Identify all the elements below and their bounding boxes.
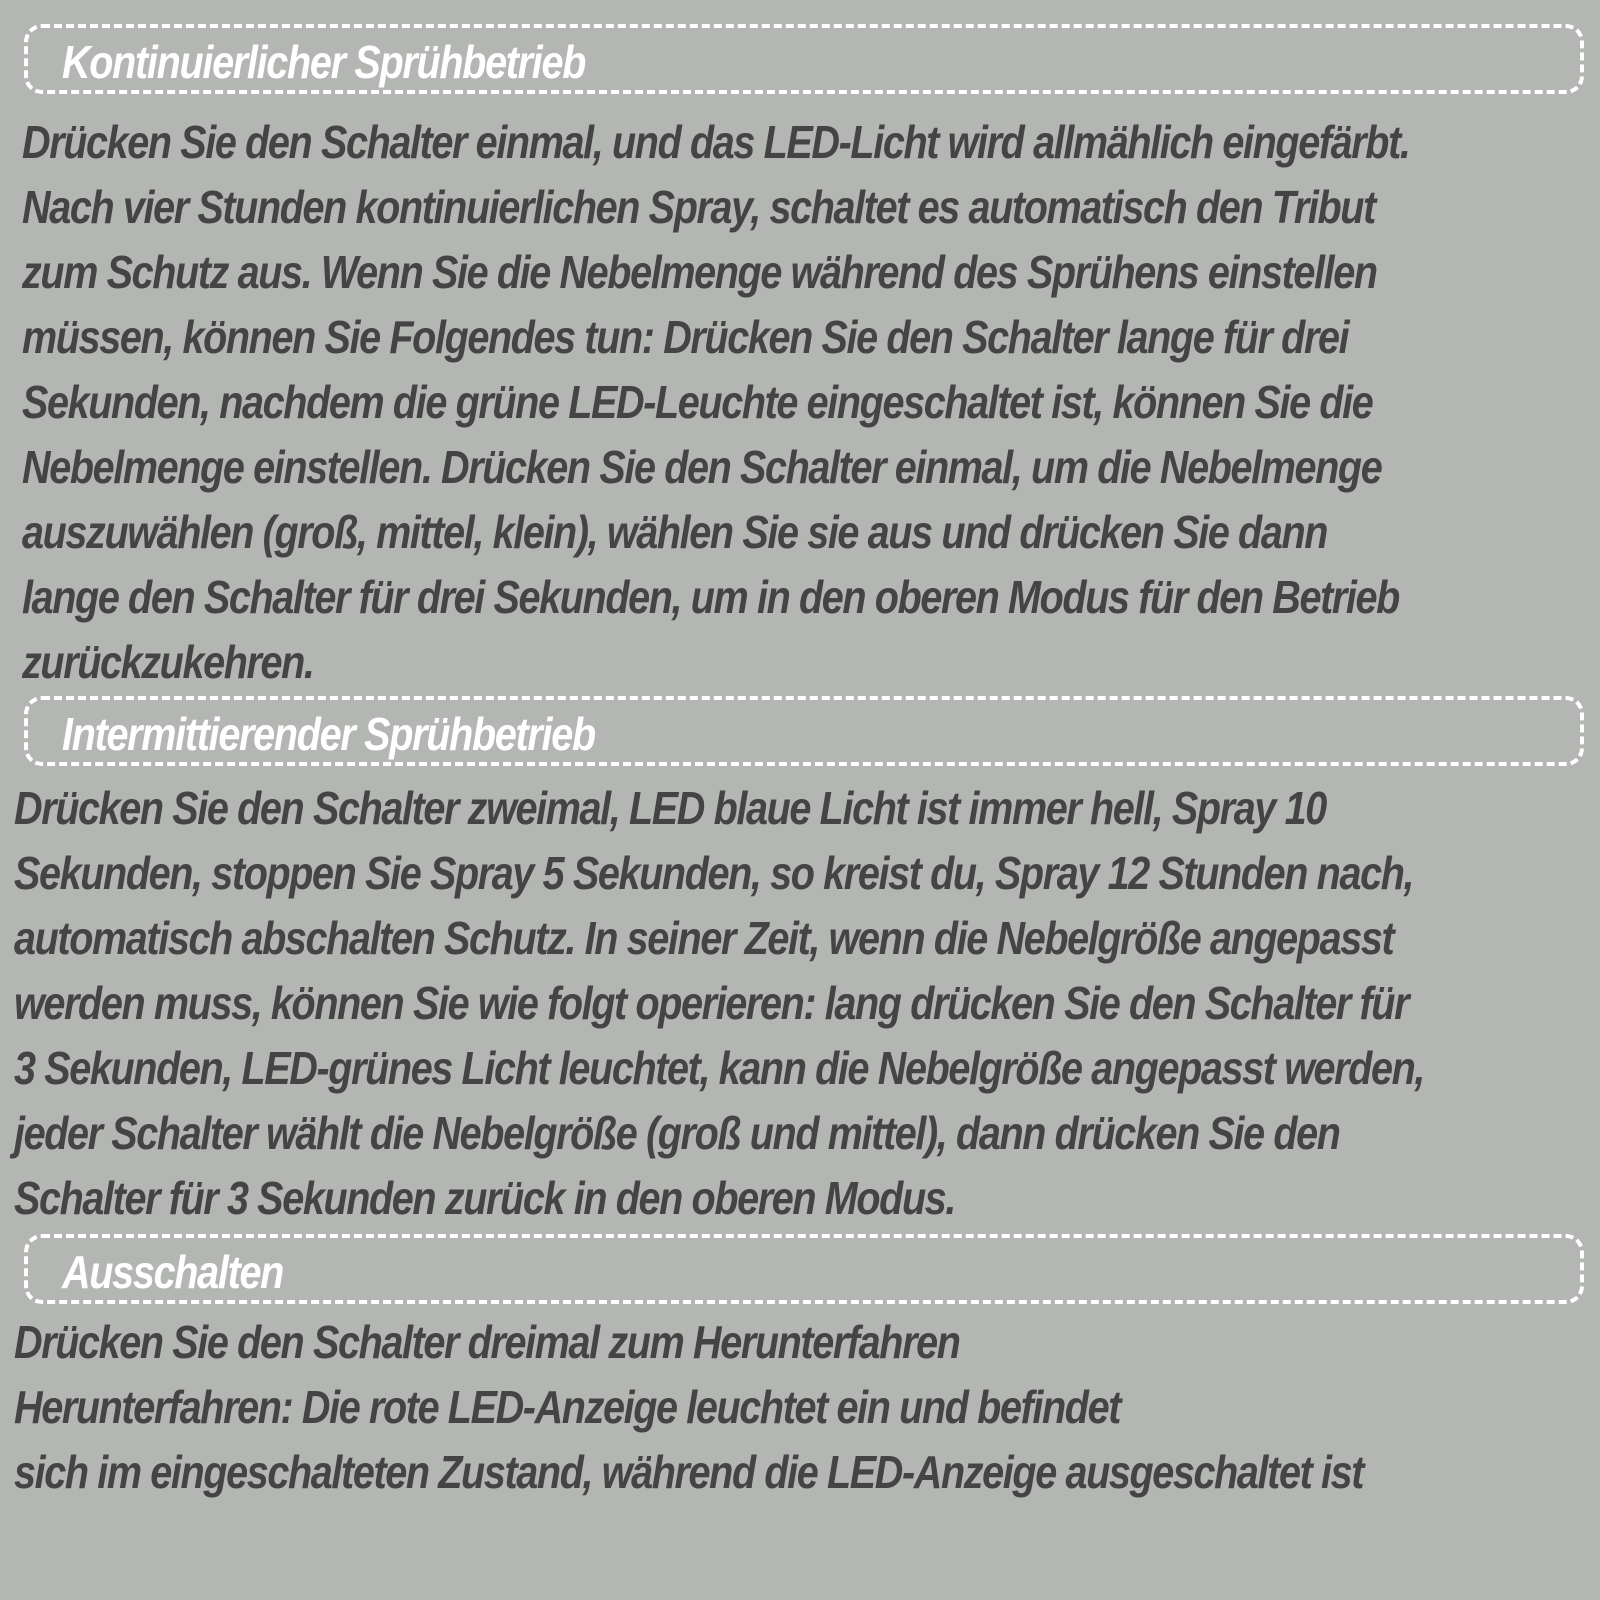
body-line: Drücken Sie den Schalter dreimal zum Herunterfahren (14, 1316, 960, 1368)
body-line: 3 Sekunden, LED-grünes Licht leuchtet, kann die Nebelgröße angepasst werden, (14, 1042, 1425, 1094)
body-line: Drücken Sie den Schalter einmal, und das LED-Licht wird allmählich eingefärbt. (22, 116, 1410, 168)
section-body-intermittent (14, 776, 1600, 1231)
body-line: Sekunden, stoppen Sie Spray 5 Sekunden, so kreist du, Spray 12 Stunden nach, (14, 847, 1414, 899)
body-line: Schalter für 3 Sekunden zurück in den oberen Modus. (14, 1172, 955, 1224)
body-line: Herunterfahren: Die rote LED-Anzeige leuchtet ein und befindet (14, 1381, 1121, 1433)
body-line: auszuwählen (groß, mittel, klein), wählen Sie sie aus und drücken Sie dann (22, 506, 1328, 558)
section-body-shutdown (14, 1310, 1583, 1505)
body-line: jeder Schalter wählt die Nebelgröße (groß und mittel), dann drücken Sie den (14, 1107, 1340, 1159)
body-line: sich im eingeschalteten Zustand, während die LED-Anzeige ausgeschaltet ist (14, 1446, 1364, 1498)
body-line: zurückzukehren. (22, 636, 314, 688)
body-line: müssen, können Sie Folgendes tun: Drücken Sie den Schalter lange für drei (22, 311, 1349, 363)
body-line: werden muss, können Sie wie folgt operieren: lang drücken Sie den Schalter für (14, 977, 1409, 1029)
body-line: Sekunden, nachdem die grüne LED-Leuchte eingeschaltet ist, können Sie die (22, 376, 1373, 428)
section-title-continuous: Kontinuierlicher Sprühbetrieb (62, 36, 586, 88)
section-title-intermittent: Intermittierender Sprühbetrieb (62, 708, 595, 760)
body-line: Nach vier Stunden kontinuierlichen Spray, schaltet es automatisch den Tribut (22, 181, 1375, 233)
section-title-shutdown: Ausschalten (62, 1246, 284, 1298)
section-header-shutdown (24, 1234, 1584, 1304)
body-line: Drücken Sie den Schalter zweimal, LED blaue Licht ist immer hell, Spray 10 (14, 782, 1326, 834)
body-line: automatisch abschalten Schutz. In seiner Zeit, wenn die Nebelgröße angepasst (14, 912, 1394, 964)
body-line: Nebelmenge einstellen. Drücken Sie den Schalter einmal, um die Nebelmenge (22, 441, 1382, 493)
section-header-intermittent (24, 696, 1584, 766)
section-header-continuous (24, 24, 1584, 94)
section-body-continuous (22, 110, 1600, 695)
body-line: lange den Schalter für drei Sekunden, um in den oberen Modus für den Betrieb (22, 571, 1399, 623)
body-line: zum Schutz aus. Wenn Sie die Nebelmenge während des Sprühens einstellen (22, 246, 1377, 298)
